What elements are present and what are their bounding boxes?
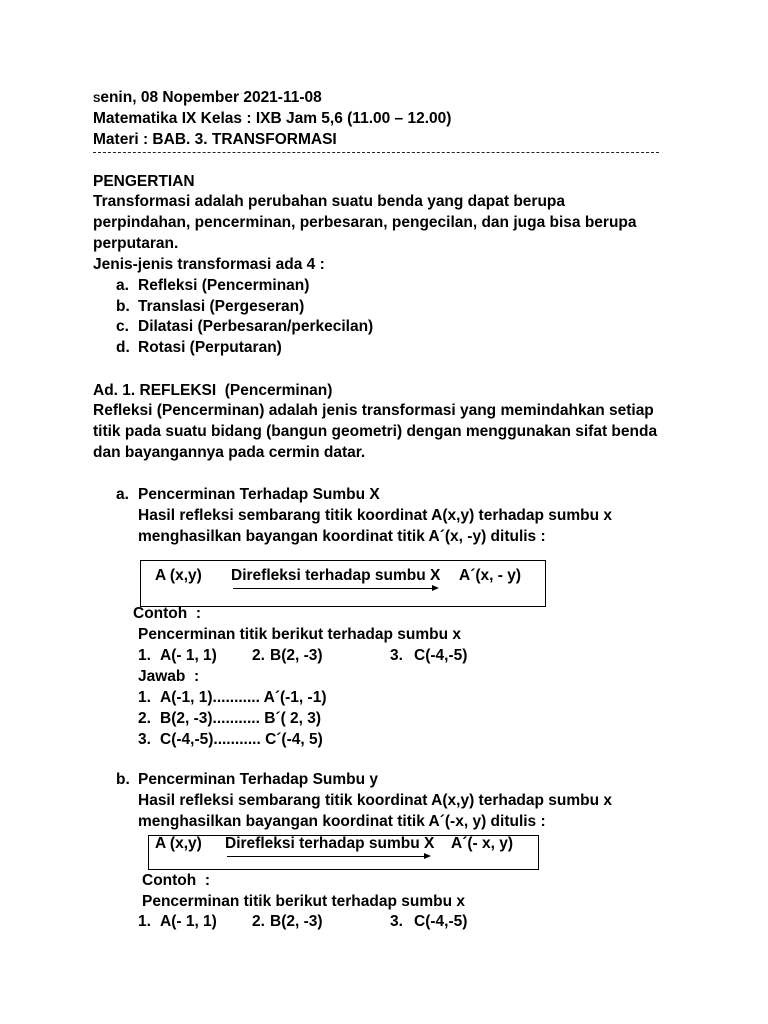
dashed-divider <box>93 152 659 153</box>
section-a-desc: menghasilkan bayangan koordinat titik A´(x, -y) ditulis : <box>138 528 546 545</box>
section-a-marker: a. <box>116 486 129 503</box>
formula-source: A (x,y) <box>155 567 202 584</box>
example-label: Contoh : <box>133 605 202 622</box>
reflection-line: dan bayangannya pada cermin datar. <box>93 444 366 461</box>
point-marker: 1. <box>138 647 151 664</box>
topic-line: Materi : BAB. 3. TRANSFORMASI <box>93 131 337 148</box>
example-label: Contoh : <box>142 872 211 889</box>
point-item: A(- 1, 1) <box>160 913 217 930</box>
list-marker: b. <box>116 298 130 315</box>
example-text: Pencerminan titik berikut terhadap sumbu x <box>138 626 461 643</box>
list-item: Refleksi (Pencerminan) <box>138 277 310 294</box>
reflection-heading: Ad. 1. REFLEKSI (Pencerminan) <box>93 382 333 399</box>
section-a-desc: Hasil refleksi sembarang titik koordinat A(x,y) terhadap sumbu x <box>138 507 613 524</box>
formula-image: A´(- x, y) <box>451 835 513 852</box>
date-initial: S <box>93 93 101 105</box>
subject-line: Matematika IX Kelas : IXB Jam 5,6 (11.00 – 12.00) <box>93 110 452 127</box>
definition-heading: PENGERTIAN <box>93 173 195 190</box>
point-marker: 2. <box>252 913 265 930</box>
arrow-icon <box>227 856 429 857</box>
point-item: C(-4,-5) <box>414 913 468 930</box>
answer-label: Jawab : <box>138 668 200 685</box>
answer-marker: 3. <box>138 731 151 748</box>
reflection-line: titik pada suatu bidang (bangun geometri) dengan menggunakan sifat benda <box>93 423 658 440</box>
answer-item: C(-4,-5)........... C´(-4, 5) <box>160 731 323 748</box>
types-intro: Jenis-jenis transformasi ada 4 : <box>93 256 325 273</box>
formula-image: A´(x, - y) <box>459 567 521 584</box>
list-item: Rotasi (Perputaran) <box>138 339 282 356</box>
example-text: Pencerminan titik berikut terhadap sumbu x <box>142 893 465 910</box>
point-item: C(-4,-5) <box>414 647 468 664</box>
section-b-title: Pencerminan Terhadap Sumbu y <box>138 771 379 788</box>
formula-source: A (x,y) <box>155 835 202 852</box>
arrow-icon <box>233 588 437 589</box>
point-item: B(2, -3) <box>270 913 323 930</box>
definition-line: perpindahan, pencerminan, perbesaran, pengecilan, dan juga bisa berupa <box>93 214 637 231</box>
list-marker: c. <box>116 318 129 335</box>
answer-item: B(2, -3)........... B´( 2, 3) <box>160 710 322 727</box>
reflection-line: Refleksi (Pencerminan) adalah jenis transformasi yang memindahkan setiap <box>93 402 654 419</box>
date-text: enin, 08 Nopember 2021-11-08 <box>100 89 322 106</box>
list-marker: a. <box>116 277 129 294</box>
section-b-desc: menghasilkan bayangan koordinat titik A´(-x, y) ditulis : <box>138 813 546 830</box>
section-b-desc: Hasil refleksi sembarang titik koordinat A(x,y) terhadap sumbu x <box>138 792 613 809</box>
formula-operation: Direfleksi terhadap sumbu X <box>225 835 435 852</box>
answer-marker: 1. <box>138 689 151 706</box>
definition-line: Transformasi adalah perubahan suatu benda yang dapat berupa <box>93 193 566 210</box>
point-marker: 3. <box>390 647 403 664</box>
section-a-title: Pencerminan Terhadap Sumbu X <box>138 486 380 503</box>
point-marker: 3. <box>390 913 403 930</box>
answer-item: A(-1, 1)........... A´(-1, -1) <box>160 689 327 706</box>
section-b-marker: b. <box>116 771 130 788</box>
point-item: A(- 1, 1) <box>160 647 217 664</box>
date-line <box>93 88 322 109</box>
formula-box-b <box>148 835 539 870</box>
definition-line: perputaran. <box>93 235 179 252</box>
point-marker: 1. <box>138 913 151 930</box>
point-item: B(2, -3) <box>270 647 323 664</box>
formula-box-a <box>140 560 546 607</box>
list-item: Translasi (Pergeseran) <box>138 298 305 315</box>
point-marker: 2. <box>252 647 265 664</box>
answer-marker: 2. <box>138 710 151 727</box>
formula-operation: Direfleksi terhadap sumbu X <box>231 567 441 584</box>
list-marker: d. <box>116 339 130 356</box>
list-item: Dilatasi (Perbesaran/perkecilan) <box>138 318 374 335</box>
